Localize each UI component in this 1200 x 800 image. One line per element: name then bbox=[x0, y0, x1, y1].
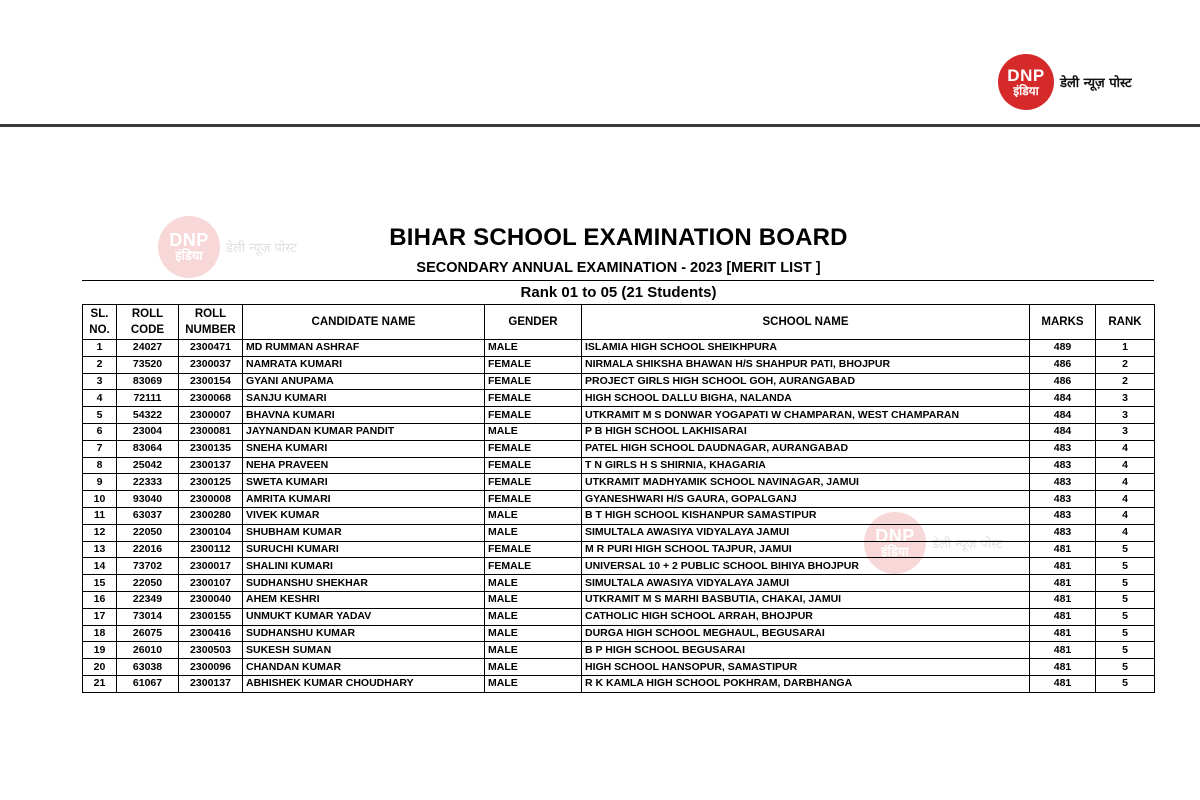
roll-code-cell: 63037 bbox=[117, 507, 179, 524]
table-row bbox=[83, 558, 1155, 575]
table-row bbox=[83, 575, 1155, 592]
watermark-dnp-text: DNP bbox=[169, 230, 209, 250]
marks-header bbox=[1030, 305, 1096, 340]
marks-cell: 481 bbox=[1030, 675, 1096, 692]
roll-code-cell: 73520 bbox=[117, 356, 179, 373]
table-body bbox=[83, 340, 1155, 693]
school-name-cell: UTKRAMIT MADHYAMIK SCHOOL NAVINAGAR, JAMUI bbox=[582, 474, 1030, 491]
gender-cell: FEMALE bbox=[485, 390, 582, 407]
table-row bbox=[83, 340, 1155, 357]
document-title: BIHAR SCHOOL EXAMINATION BOARD bbox=[389, 224, 848, 251]
gender-cell: MALE bbox=[485, 507, 582, 524]
marks-cell: 483 bbox=[1030, 524, 1096, 541]
logo-dnp-text: DNP bbox=[1007, 66, 1045, 85]
table-row bbox=[83, 457, 1155, 474]
gender-header bbox=[485, 305, 582, 340]
sl-no-cell: 7 bbox=[83, 440, 117, 457]
table-row bbox=[83, 608, 1155, 625]
gender-cell: FEMALE bbox=[485, 373, 582, 390]
gender-cell: MALE bbox=[485, 575, 582, 592]
roll-number-cell: 2300007 bbox=[179, 407, 243, 424]
school-name-cell: M R PURI HIGH SCHOOL TAJPUR, JAMUI bbox=[582, 541, 1030, 558]
watermark-india-text: इंडिया bbox=[881, 545, 909, 560]
candidate-name-cell: SNEHA KUMARI bbox=[243, 440, 485, 457]
roll-code-cell: 22349 bbox=[117, 591, 179, 608]
marks-cell: 481 bbox=[1030, 625, 1096, 642]
header-label: CANDIDATE NAME bbox=[311, 316, 416, 328]
rank-range-heading: Rank 01 to 05 (21 Students) bbox=[520, 284, 717, 301]
sl-no-cell: 13 bbox=[83, 541, 117, 558]
sl-no-cell: 16 bbox=[83, 591, 117, 608]
gender-cell: FEMALE bbox=[485, 440, 582, 457]
table-row bbox=[83, 390, 1155, 407]
roll-number-cell: 2300107 bbox=[179, 575, 243, 592]
sl-no-cell: 9 bbox=[83, 474, 117, 491]
sl-no-cell: 8 bbox=[83, 457, 117, 474]
candidate-name-cell: SUDHANSHU KUMAR bbox=[243, 625, 485, 642]
marks-cell: 484 bbox=[1030, 423, 1096, 440]
rank-cell: 4 bbox=[1096, 440, 1155, 457]
gender-cell: MALE bbox=[485, 524, 582, 541]
table-row bbox=[83, 507, 1155, 524]
school-name-cell: T N GIRLS H S SHIRNIA, KHAGARIA bbox=[582, 457, 1030, 474]
roll-number-cell: 2300081 bbox=[179, 423, 243, 440]
roll-number-cell: 2300503 bbox=[179, 642, 243, 659]
gender-cell: FEMALE bbox=[485, 356, 582, 373]
table-row bbox=[83, 524, 1155, 541]
roll-code-cell: 83064 bbox=[117, 440, 179, 457]
school-name-header bbox=[582, 305, 1030, 340]
logo-circle bbox=[998, 54, 1054, 110]
marks-cell: 483 bbox=[1030, 440, 1096, 457]
marks-cell: 486 bbox=[1030, 356, 1096, 373]
roll-code-cell: 63038 bbox=[117, 659, 179, 676]
gender-cell: FEMALE bbox=[485, 541, 582, 558]
candidate-name-cell: SWETA KUMARI bbox=[243, 474, 485, 491]
school-name-cell: SIMULTALA AWASIYA VIDYALAYA JAMUI bbox=[582, 524, 1030, 541]
table-row bbox=[83, 541, 1155, 558]
gender-cell: MALE bbox=[485, 340, 582, 357]
header-label: CODE bbox=[130, 324, 165, 336]
gender-cell: MALE bbox=[485, 608, 582, 625]
brand-logo[interactable] bbox=[998, 55, 1132, 109]
title-divider bbox=[82, 280, 1154, 281]
candidate-name-cell: UNMUKT KUMAR YADAV bbox=[243, 608, 485, 625]
school-name-cell: R K KAMLA HIGH SCHOOL POKHRAM, DARBHANGA bbox=[582, 675, 1030, 692]
candidate-name-cell: ABHISHEK KUMAR CHOUDHARY bbox=[243, 675, 485, 692]
candidate-name-cell: JAYNANDAN KUMAR PANDIT bbox=[243, 423, 485, 440]
school-name-cell: ISLAMIA HIGH SCHOOL SHEIKHPURA bbox=[582, 340, 1030, 357]
header-label: ROLL bbox=[194, 308, 227, 320]
table-row bbox=[83, 474, 1155, 491]
marks-cell: 481 bbox=[1030, 558, 1096, 575]
rank-cell: 4 bbox=[1096, 474, 1155, 491]
roll-code-cell: 26075 bbox=[117, 625, 179, 642]
rank-cell: 4 bbox=[1096, 524, 1155, 541]
table-row bbox=[83, 356, 1155, 373]
roll-code-cell: 26010 bbox=[117, 642, 179, 659]
header-label: NUMBER bbox=[185, 324, 236, 336]
candidate-name-cell: NAMRATA KUMARI bbox=[243, 356, 485, 373]
roll-code-cell: 24027 bbox=[117, 340, 179, 357]
rank-cell: 5 bbox=[1096, 575, 1155, 592]
candidate-name-cell: SUKESH SUMAN bbox=[243, 642, 485, 659]
roll-code-cell: 22333 bbox=[117, 474, 179, 491]
roll-number-cell: 2300040 bbox=[179, 591, 243, 608]
roll-code-cell: 83069 bbox=[117, 373, 179, 390]
roll-number-cell: 2300125 bbox=[179, 474, 243, 491]
candidate-name-cell: AMRITA KUMARI bbox=[243, 491, 485, 508]
school-name-cell: UTKRAMIT M S MARHI BASBUTIA, CHAKAI, JAMUI bbox=[582, 591, 1030, 608]
rank-cell: 1 bbox=[1096, 340, 1155, 357]
school-name-cell: HIGH SCHOOL DALLU BIGHA, NALANDA bbox=[582, 390, 1030, 407]
candidate-name-header bbox=[243, 305, 485, 340]
rank-cell: 4 bbox=[1096, 491, 1155, 508]
roll-number-cell: 2300008 bbox=[179, 491, 243, 508]
watermark-india-text: इंडिया bbox=[175, 249, 203, 264]
sl-no-cell: 14 bbox=[83, 558, 117, 575]
roll-number-cell: 2300112 bbox=[179, 541, 243, 558]
gender-cell: MALE bbox=[485, 423, 582, 440]
gender-cell: FEMALE bbox=[485, 558, 582, 575]
sl-no-header bbox=[83, 305, 117, 340]
roll-code-cell: 93040 bbox=[117, 491, 179, 508]
sl-no-cell: 19 bbox=[83, 642, 117, 659]
table-row bbox=[83, 642, 1155, 659]
table-header-row bbox=[83, 305, 1155, 340]
roll-number-cell: 2300104 bbox=[179, 524, 243, 541]
sl-no-cell: 20 bbox=[83, 659, 117, 676]
gender-cell: MALE bbox=[485, 642, 582, 659]
roll-number-cell: 2300017 bbox=[179, 558, 243, 575]
school-name-cell: P B HIGH SCHOOL LAKHISARAI bbox=[582, 423, 1030, 440]
candidate-name-cell: CHANDAN KUMAR bbox=[243, 659, 485, 676]
school-name-cell: NIRMALA SHIKSHA BHAWAN H/S SHAHPUR PATI, BHOJPUR bbox=[582, 356, 1030, 373]
candidate-name-cell: GYANI ANUPAMA bbox=[243, 373, 485, 390]
sl-no-cell: 5 bbox=[83, 407, 117, 424]
roll-number-cell: 2300037 bbox=[179, 356, 243, 373]
watermark-dnp-text: DNP bbox=[875, 526, 915, 546]
merit-list-table bbox=[82, 304, 1155, 693]
candidate-name-cell: SHALINI KUMARI bbox=[243, 558, 485, 575]
rank-cell: 3 bbox=[1096, 407, 1155, 424]
header-label: RANK bbox=[1108, 316, 1142, 328]
roll-code-cell: 73702 bbox=[117, 558, 179, 575]
table-row bbox=[83, 440, 1155, 457]
roll-code-cell: 61067 bbox=[117, 675, 179, 692]
logo-india-text: इंडिया bbox=[1013, 84, 1039, 98]
gender-cell: MALE bbox=[485, 675, 582, 692]
header-label: ROLL bbox=[131, 308, 164, 320]
roll-code-cell: 73014 bbox=[117, 608, 179, 625]
rank-cell: 4 bbox=[1096, 507, 1155, 524]
candidate-name-cell: SANJU KUMARI bbox=[243, 390, 485, 407]
table-row bbox=[83, 625, 1155, 642]
sl-no-cell: 4 bbox=[83, 390, 117, 407]
roll-code-cell: 22050 bbox=[117, 575, 179, 592]
watermark-tagline: डेली न्यूज़ पोस्ट bbox=[226, 241, 297, 256]
marks-cell: 481 bbox=[1030, 608, 1096, 625]
sl-no-cell: 3 bbox=[83, 373, 117, 390]
roll-number-cell: 2300416 bbox=[179, 625, 243, 642]
candidate-name-cell: MD RUMMAN ASHRAF bbox=[243, 340, 485, 357]
rank-cell: 2 bbox=[1096, 373, 1155, 390]
marks-cell: 481 bbox=[1030, 541, 1096, 558]
sl-no-cell: 10 bbox=[83, 491, 117, 508]
sl-no-cell: 11 bbox=[83, 507, 117, 524]
header-label: SCHOOL NAME bbox=[762, 316, 849, 328]
rank-cell: 3 bbox=[1096, 390, 1155, 407]
roll-code-cell: 54322 bbox=[117, 407, 179, 424]
school-name-cell: DURGA HIGH SCHOOL MEGHAUL, BEGUSARAI bbox=[582, 625, 1030, 642]
marks-cell: 481 bbox=[1030, 575, 1096, 592]
rank-cell: 5 bbox=[1096, 558, 1155, 575]
table-row bbox=[83, 373, 1155, 390]
roll-number-cell: 2300137 bbox=[179, 675, 243, 692]
sl-no-cell: 1 bbox=[83, 340, 117, 357]
rank-cell: 5 bbox=[1096, 659, 1155, 676]
sl-no-cell: 6 bbox=[83, 423, 117, 440]
candidate-name-cell: AHEM KESHRI bbox=[243, 591, 485, 608]
marks-cell: 481 bbox=[1030, 591, 1096, 608]
sl-no-cell: 12 bbox=[83, 524, 117, 541]
rank-cell: 5 bbox=[1096, 591, 1155, 608]
sl-no-cell: 15 bbox=[83, 575, 117, 592]
roll-number-cell: 2300096 bbox=[179, 659, 243, 676]
roll-code-header bbox=[117, 305, 179, 340]
school-name-cell: B P HIGH SCHOOL BEGUSARAI bbox=[582, 642, 1030, 659]
school-name-cell: UNIVERSAL 10 + 2 PUBLIC SCHOOL BIHIYA BHOJPUR bbox=[582, 558, 1030, 575]
gender-cell: FEMALE bbox=[485, 457, 582, 474]
school-name-cell: GYANESHWARI H/S GAURA, GOPALGANJ bbox=[582, 491, 1030, 508]
roll-code-cell: 22050 bbox=[117, 524, 179, 541]
gender-cell: MALE bbox=[485, 659, 582, 676]
school-name-cell: UTKRAMIT M S DONWAR YOGAPATI W CHAMPARAN, WEST CHAMPARAN bbox=[582, 407, 1030, 424]
marks-cell: 483 bbox=[1030, 474, 1096, 491]
table-row bbox=[83, 659, 1155, 676]
marks-cell: 481 bbox=[1030, 642, 1096, 659]
school-name-cell: PATEL HIGH SCHOOL DAUDNAGAR, AURANGABAD bbox=[582, 440, 1030, 457]
sl-no-cell: 17 bbox=[83, 608, 117, 625]
gender-cell: FEMALE bbox=[485, 474, 582, 491]
header-label: GENDER bbox=[508, 316, 558, 328]
candidate-name-cell: VIVEK KUMAR bbox=[243, 507, 485, 524]
header-label: SL. bbox=[90, 308, 109, 320]
rank-cell: 5 bbox=[1096, 625, 1155, 642]
roll-number-cell: 2300155 bbox=[179, 608, 243, 625]
roll-number-cell: 2300471 bbox=[179, 340, 243, 357]
rank-cell: 4 bbox=[1096, 457, 1155, 474]
candidate-name-cell: SHUBHAM KUMAR bbox=[243, 524, 485, 541]
table-row bbox=[83, 491, 1155, 508]
table-row bbox=[83, 423, 1155, 440]
school-name-cell: SIMULTALA AWASIYA VIDYALAYA JAMUI bbox=[582, 575, 1030, 592]
marks-cell: 481 bbox=[1030, 659, 1096, 676]
header-label: MARKS bbox=[1041, 316, 1084, 328]
school-name-cell: B T HIGH SCHOOL KISHANPUR SAMASTIPUR bbox=[582, 507, 1030, 524]
rank-cell: 3 bbox=[1096, 423, 1155, 440]
document-subtitle: SECONDARY ANNUAL EXAMINATION - 2023 [MERIT LIST ] bbox=[416, 260, 821, 276]
marks-cell: 483 bbox=[1030, 507, 1096, 524]
marks-cell: 489 bbox=[1030, 340, 1096, 357]
rank-cell: 2 bbox=[1096, 356, 1155, 373]
roll-code-cell: 22016 bbox=[117, 541, 179, 558]
school-name-cell: CATHOLIC HIGH SCHOOL ARRAH, BHOJPUR bbox=[582, 608, 1030, 625]
school-name-cell: PROJECT GIRLS HIGH SCHOOL GOH, AURANGABAD bbox=[582, 373, 1030, 390]
candidate-name-cell: SUDHANSHU SHEKHAR bbox=[243, 575, 485, 592]
roll-code-cell: 23004 bbox=[117, 423, 179, 440]
rank-cell: 5 bbox=[1096, 642, 1155, 659]
gender-cell: FEMALE bbox=[485, 491, 582, 508]
roll-number-cell: 2300154 bbox=[179, 373, 243, 390]
sl-no-cell: 21 bbox=[83, 675, 117, 692]
site-header bbox=[0, 0, 1200, 127]
marks-cell: 484 bbox=[1030, 407, 1096, 424]
candidate-name-cell: NEHA PRAVEEN bbox=[243, 457, 485, 474]
rank-cell: 5 bbox=[1096, 608, 1155, 625]
roll-number-header bbox=[179, 305, 243, 340]
marks-cell: 484 bbox=[1030, 390, 1096, 407]
gender-cell: MALE bbox=[485, 591, 582, 608]
watermark-tagline: डेली न्यूज़ पोस्ट bbox=[932, 537, 1003, 552]
school-name-cell: HIGH SCHOOL HANSOPUR, SAMASTIPUR bbox=[582, 659, 1030, 676]
roll-number-cell: 2300068 bbox=[179, 390, 243, 407]
table-row bbox=[83, 407, 1155, 424]
rank-cell: 5 bbox=[1096, 541, 1155, 558]
header-label: NO. bbox=[89, 324, 110, 336]
marks-cell: 483 bbox=[1030, 457, 1096, 474]
candidate-name-cell: SURUCHI KUMARI bbox=[243, 541, 485, 558]
candidate-name-cell: BHAVNA KUMARI bbox=[243, 407, 485, 424]
gender-cell: MALE bbox=[485, 625, 582, 642]
table-row bbox=[83, 675, 1155, 692]
roll-code-cell: 25042 bbox=[117, 457, 179, 474]
brand-tagline: डेली न्यूज़ पोस्ट bbox=[1060, 76, 1132, 91]
rank-cell: 5 bbox=[1096, 675, 1155, 692]
rank-header bbox=[1096, 305, 1155, 340]
roll-number-cell: 2300135 bbox=[179, 440, 243, 457]
marks-cell: 483 bbox=[1030, 491, 1096, 508]
marks-cell: 486 bbox=[1030, 373, 1096, 390]
roll-number-cell: 2300137 bbox=[179, 457, 243, 474]
roll-code-cell: 72111 bbox=[117, 390, 179, 407]
table-row bbox=[83, 591, 1155, 608]
gender-cell: FEMALE bbox=[485, 407, 582, 424]
sl-no-cell: 2 bbox=[83, 356, 117, 373]
sl-no-cell: 18 bbox=[83, 625, 117, 642]
roll-number-cell: 2300280 bbox=[179, 507, 243, 524]
